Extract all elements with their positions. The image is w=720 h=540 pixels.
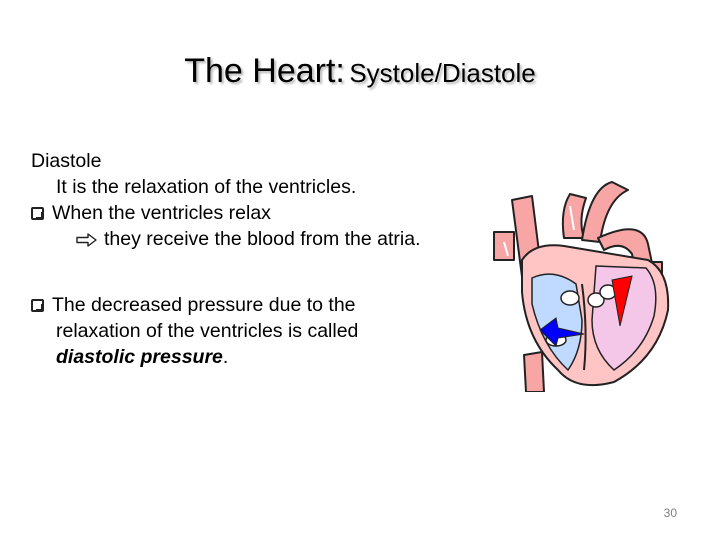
right-arrow-icon <box>76 233 98 247</box>
checkbox-bullet-icon <box>31 299 44 312</box>
checkbox-bullet-icon <box>31 207 44 220</box>
bullet-continuation: relaxation of the ventricles is called <box>56 320 359 342</box>
title-main: The Heart: <box>184 52 345 90</box>
diastolic-pressure-term: diastolic pressure <box>56 346 223 368</box>
bullet-text: The decreased pressure due to the <box>52 294 356 316</box>
slide-body <box>31 148 501 370</box>
bullet-item-ventricles-relax <box>31 200 501 226</box>
page-number: 30 <box>663 506 677 520</box>
heart-diastole-diagram-icon <box>472 180 697 392</box>
diastole-definition: It is the relaxation of the ventricles. <box>56 176 357 198</box>
diastole-heading: Diastole <box>31 150 102 172</box>
sub-point-receive-blood <box>31 226 501 252</box>
period: . <box>222 346 229 368</box>
bullet-text: When the ventricles relax <box>52 202 271 224</box>
bullet-item-diastolic-pressure <box>31 292 501 318</box>
sub-point-text: they receive the blood from the atria. <box>104 228 421 250</box>
slide-title <box>0 52 720 91</box>
bullet-continuation-term <box>31 344 501 370</box>
title-sub: Systole/Diastole <box>349 58 536 88</box>
